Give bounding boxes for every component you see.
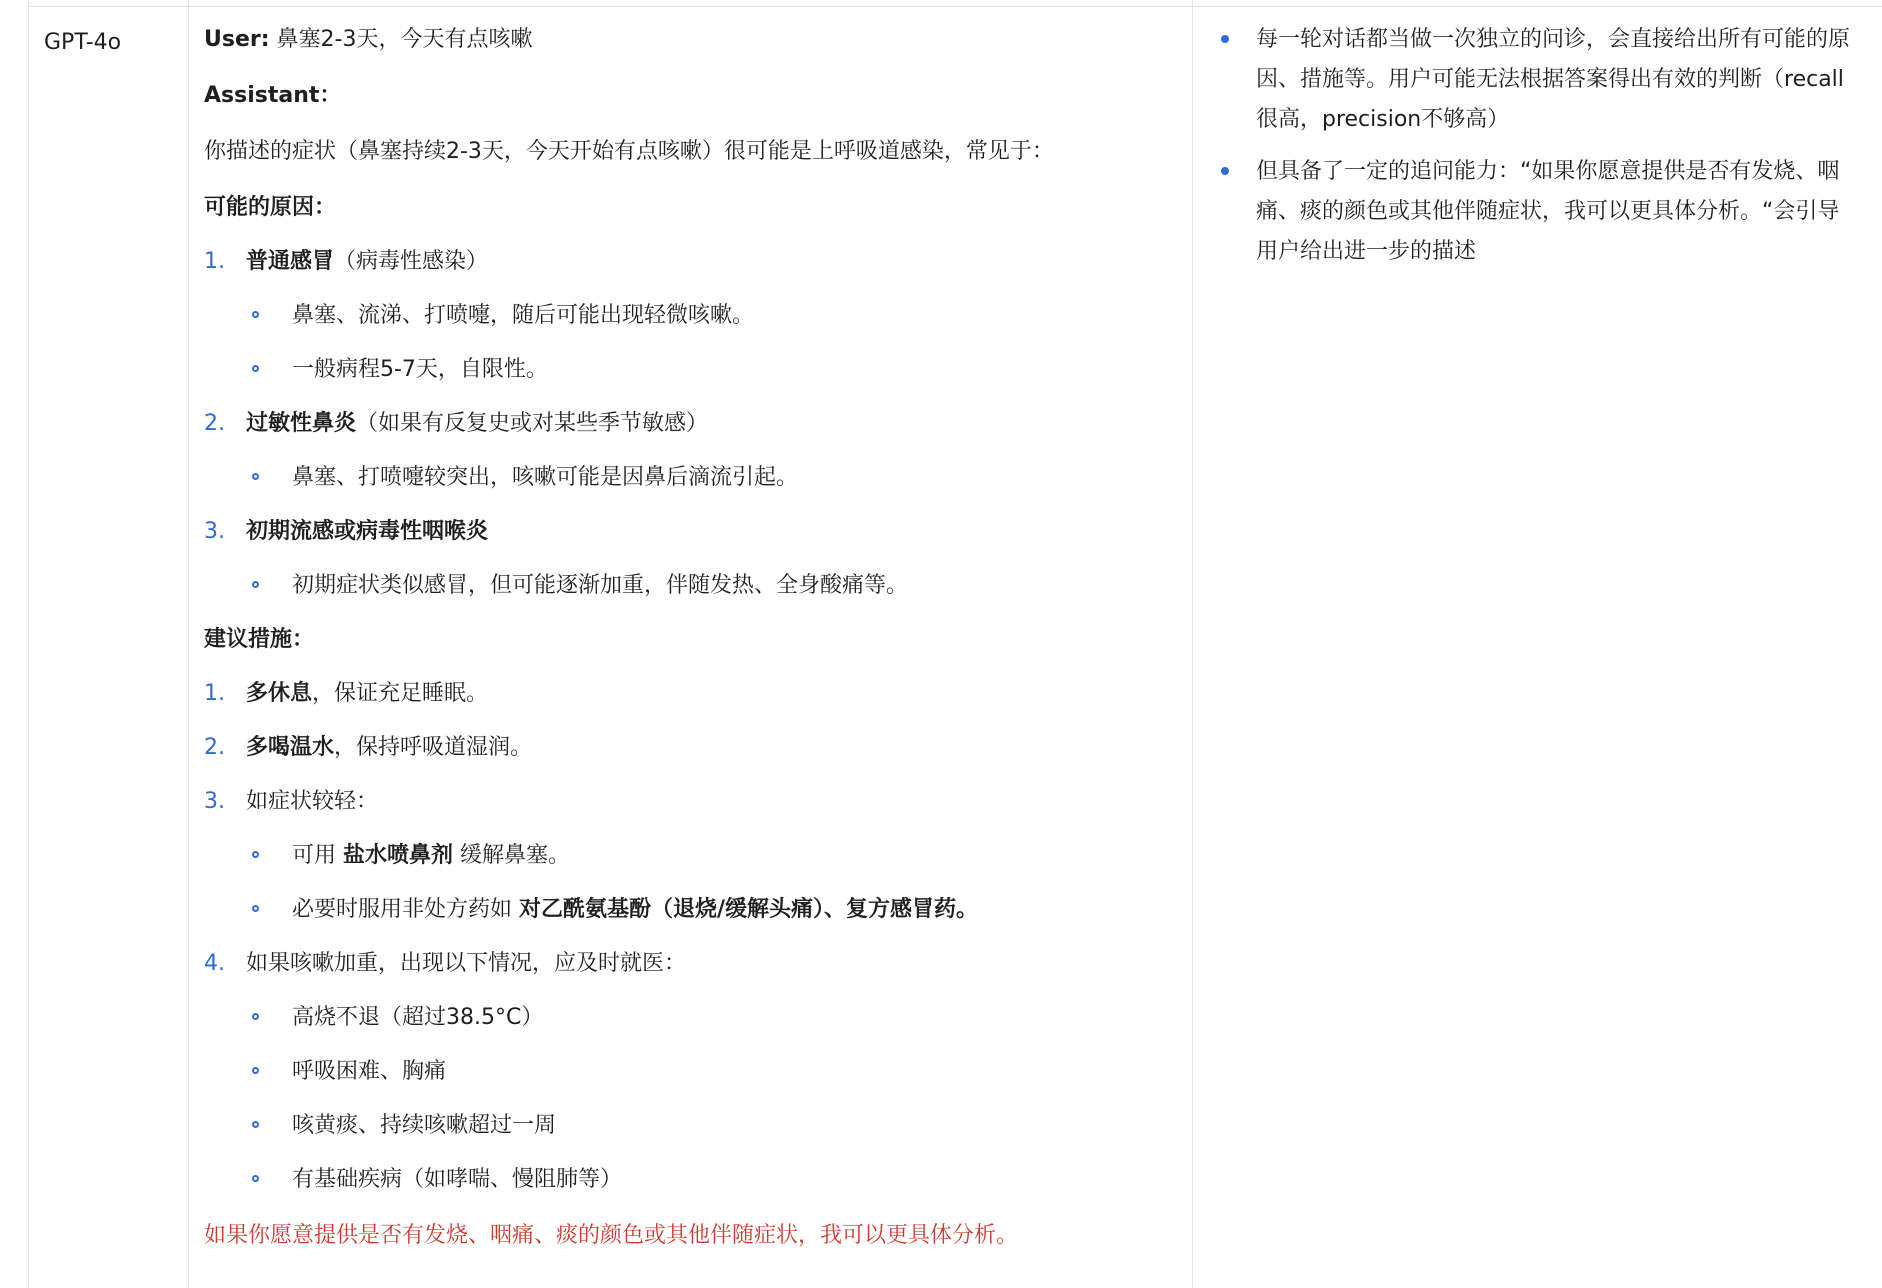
bullet-icon bbox=[1221, 167, 1229, 175]
list-item: 2. 多喝温水，保持呼吸道湿润。 bbox=[204, 735, 533, 760]
sub-list-item: 高烧不退（超过38.5°C） bbox=[204, 1000, 1164, 1036]
circle-bullet-icon bbox=[252, 1013, 259, 1020]
model-name-cell: GPT-4o bbox=[44, 30, 122, 55]
table-divider-1 bbox=[188, 0, 189, 1288]
sub-list-item: 鼻塞、流涕、打喷嚏，随后可能出现轻微咳嗽。 bbox=[204, 298, 1164, 334]
list-item: 1. 多休息，保证充足睡眠。 bbox=[204, 681, 489, 706]
list-item: 3. 初期流感或病毒性咽喉炎 bbox=[204, 519, 489, 544]
circle-bullet-icon bbox=[252, 1067, 259, 1074]
table-border-top bbox=[28, 6, 1882, 7]
circle-bullet-icon bbox=[252, 311, 259, 318]
sub-list-item: 有基础疾病（如哮喘、慢阻肺等） bbox=[204, 1162, 1164, 1198]
list-item: 2. 过敏性鼻炎（如果有反复史或对某些季节敏感） bbox=[204, 411, 709, 436]
sub-list-item: 咳黄痰、持续咳嗽超过一周 bbox=[204, 1108, 1164, 1144]
assistant-intro: 你描述的症状（鼻塞持续2-3天，今天开始有点咳嗽）很可能是上呼吸道感染，常见于： bbox=[204, 139, 1054, 164]
table-divider-2 bbox=[1192, 0, 1193, 1288]
circle-bullet-icon bbox=[252, 473, 259, 480]
note-item: 每一轮对话都当做一次独立的问诊，会直接给出所有可能的原因、措施等。用户可能无法根据答案得出有效的判断（recall很高，precision不够高） bbox=[1210, 20, 1860, 140]
table-border-left bbox=[28, 0, 29, 1288]
sub-list-item: 鼻塞、打喷嚏较突出，咳嗽可能是因鼻后滴流引起。 bbox=[204, 460, 1164, 496]
note-item: 但具备了一定的追问能力：“如果你愿意提供是否有发烧、咽痛、痰的颜色或其他伴随症状，我可以更具体分析。“会引导用户给出进一步的描述 bbox=[1210, 152, 1860, 272]
assistant-label-line bbox=[204, 78, 341, 114]
causes-heading: 可能的原因： bbox=[204, 195, 337, 220]
list-item: 3. 如症状较轻： bbox=[204, 789, 379, 814]
assistant-label: Assistant： bbox=[204, 83, 342, 108]
user-label: User: bbox=[204, 27, 270, 52]
list-item: 1. 普通感冒（病毒性感染） bbox=[204, 249, 489, 274]
measures-heading: 建议措施： bbox=[204, 627, 315, 652]
bullet-icon bbox=[1221, 35, 1229, 43]
sub-list-item: 一般病程5-7天，自限性。 bbox=[204, 352, 1164, 388]
circle-bullet-icon bbox=[252, 1175, 259, 1182]
circle-bullet-icon bbox=[252, 851, 259, 858]
list-item: 4. 如果咳嗽加重，出现以下情况，应及时就医： bbox=[204, 951, 687, 976]
sub-list-item: 呼吸困难、胸痛 bbox=[204, 1054, 1164, 1090]
notes-cell bbox=[1210, 20, 1860, 284]
circle-bullet-icon bbox=[252, 365, 259, 372]
circle-bullet-icon bbox=[252, 905, 259, 912]
user-line bbox=[204, 22, 532, 58]
user-message: 鼻塞2-3天，今天有点咳嗽 bbox=[269, 27, 533, 52]
circle-bullet-icon bbox=[252, 1121, 259, 1128]
circle-bullet-icon bbox=[252, 581, 259, 588]
sub-list-item: 可用 盐水喷鼻剂 缓解鼻塞。 bbox=[204, 838, 1164, 874]
followup-question: 如果你愿意提供是否有发烧、咽痛、痰的颜色或其他伴随症状，我可以更具体分析。 bbox=[204, 1223, 1019, 1248]
sub-list-item: 初期症状类似感冒，但可能逐渐加重，伴随发热、全身酸痛等。 bbox=[204, 568, 1164, 604]
sub-list-item: 必要时服用非处方药如 对乙酰氨基酚（退烧/缓解头痛）、复方感冒药。 bbox=[204, 892, 1164, 928]
